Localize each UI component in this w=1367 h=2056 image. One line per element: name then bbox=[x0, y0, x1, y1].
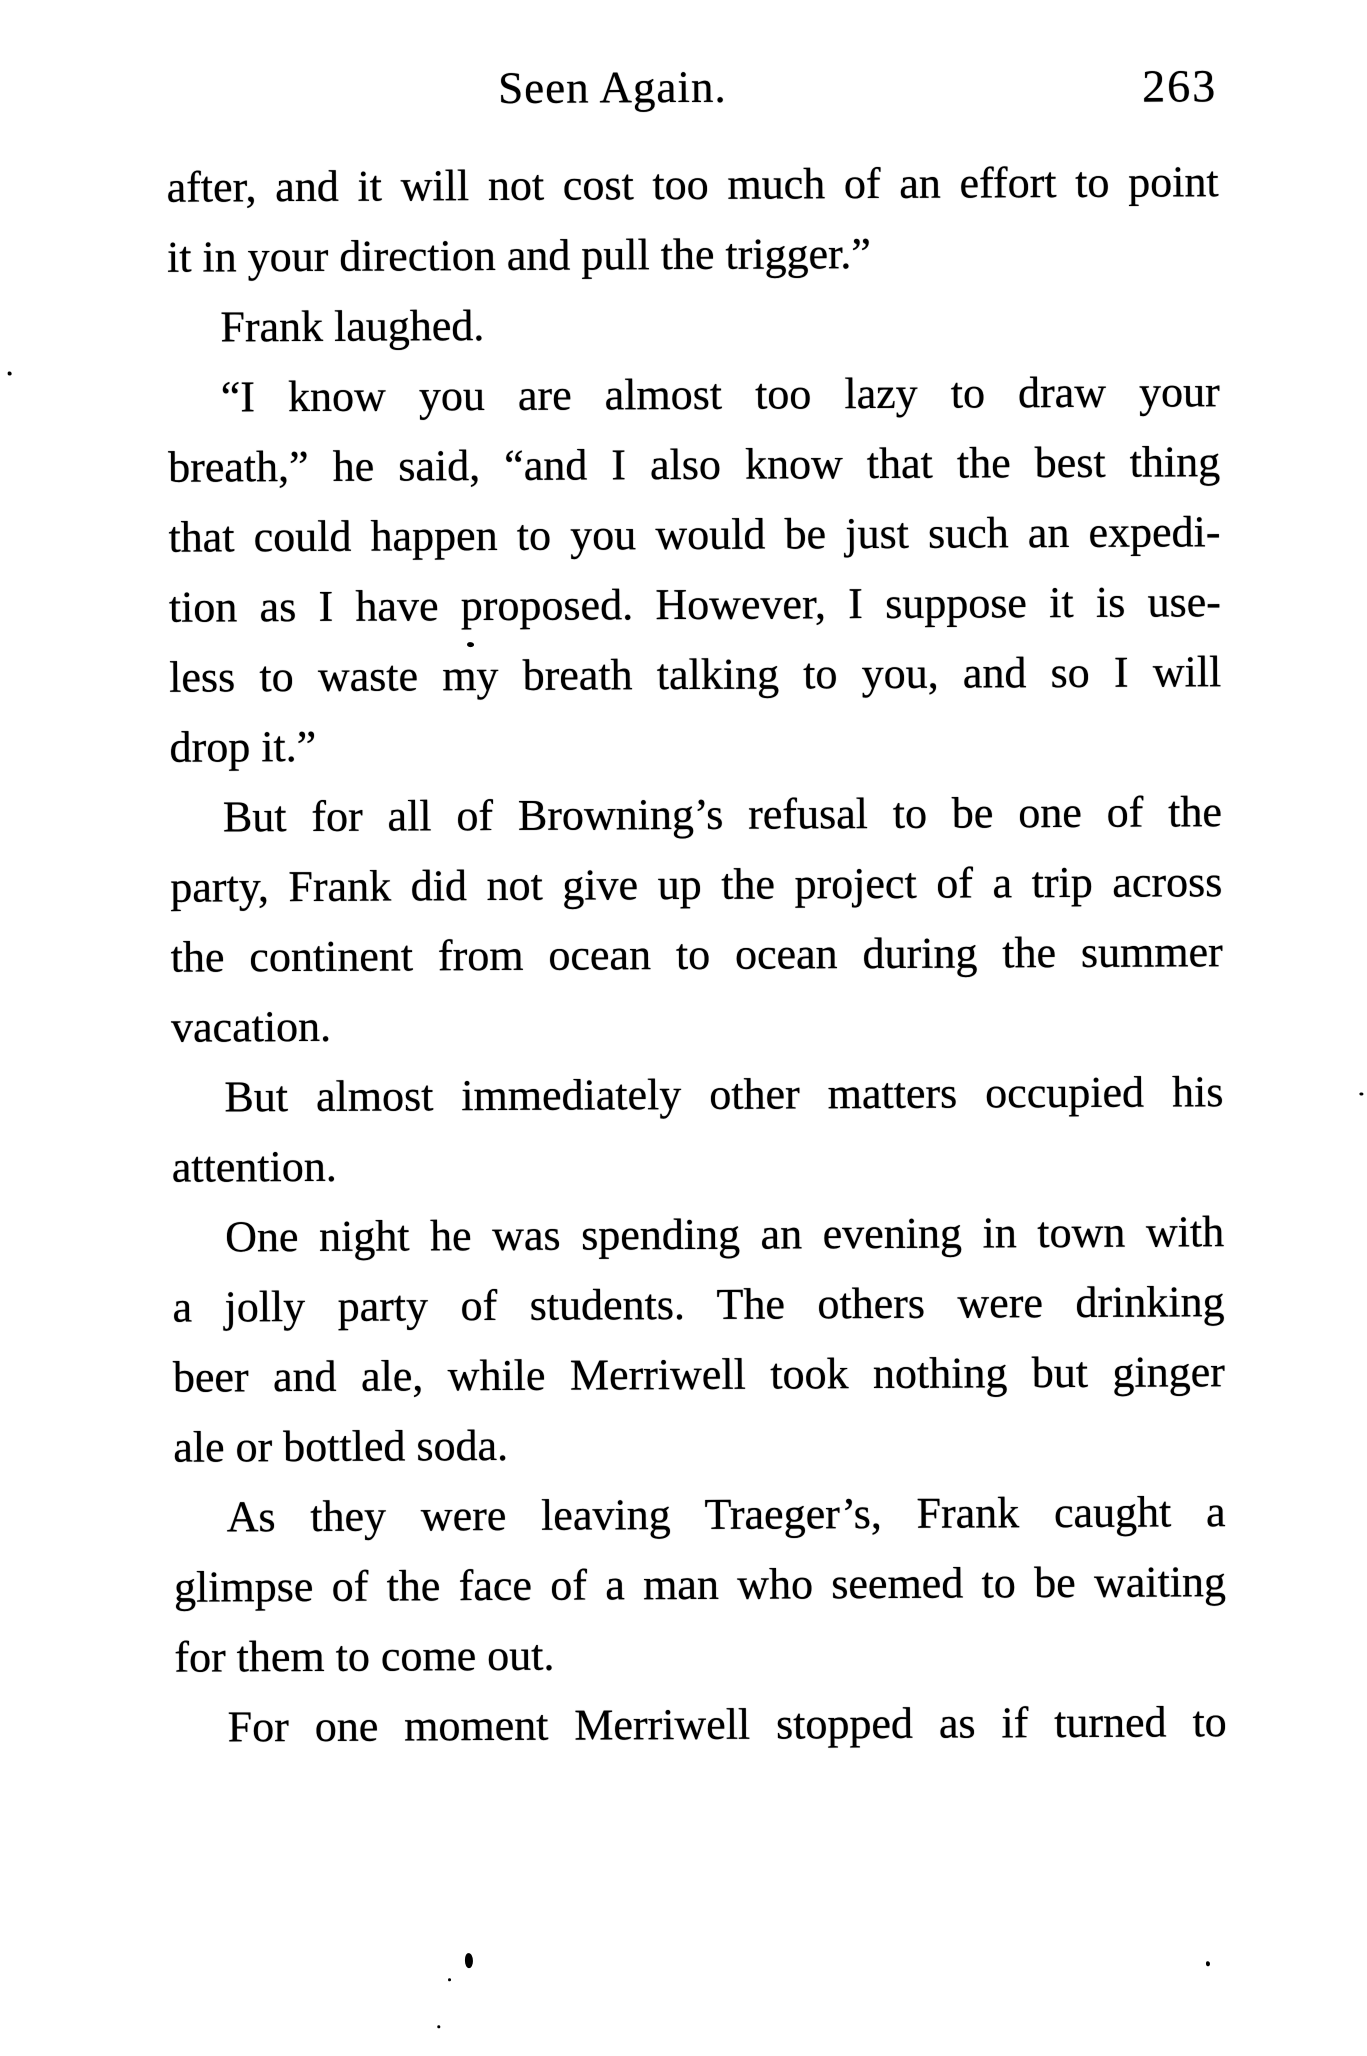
scan-speck bbox=[465, 1953, 473, 1968]
text-line: But almost immediately other matters occupied his bbox=[224, 1067, 1224, 1122]
text-line: “I know you are almost too lazy to draw your bbox=[220, 367, 1220, 422]
text-line: drop it.” bbox=[169, 721, 317, 772]
scan-speck bbox=[1359, 1092, 1363, 1095]
text-line: the continent from ocean to ocean during the summer bbox=[170, 927, 1223, 982]
text-line: it in your direction and pull the trigger.” bbox=[166, 229, 871, 282]
scan-speck bbox=[448, 1978, 451, 1981]
text-line: ale or bottled soda. bbox=[173, 1420, 509, 1472]
text-line: glimpse of the face of a man who seemed to be waiting bbox=[173, 1557, 1227, 1612]
page-header bbox=[0, 52, 1363, 123]
scan-speck bbox=[8, 372, 12, 376]
text-line: attention. bbox=[171, 1141, 337, 1192]
text-line: that could happen to you would be just such an expedi- bbox=[168, 507, 1221, 562]
text-line: As they were leaving Traeger’s, Frank caught a bbox=[226, 1487, 1226, 1542]
text-line: a jolly party of students. The others were drinking bbox=[172, 1277, 1225, 1332]
text-line: breath,” he said, “and I also know that the best thing bbox=[168, 437, 1221, 492]
text-line: beer and ale, while Merriwell took nothing but ginger bbox=[172, 1347, 1226, 1402]
text-line: One night he was spending an evening in town with bbox=[225, 1207, 1225, 1262]
text-line: Frank laughed. bbox=[220, 301, 485, 352]
text-line: for them to come out. bbox=[174, 1630, 555, 1682]
page-number: 263 bbox=[1142, 60, 1218, 112]
scan-speck bbox=[467, 642, 474, 647]
scan-speck bbox=[437, 2025, 440, 2028]
text-line: But for all of Browning’s refusal to be one of the bbox=[222, 787, 1223, 842]
text-line: party, Frank did not give up the project of a trip across bbox=[170, 857, 1223, 912]
running-title: Seen Again. bbox=[498, 61, 727, 113]
page-text bbox=[166, 147, 1226, 1762]
scan-speck bbox=[1206, 1961, 1210, 1966]
text-line: after, and it will not cost too much of an effort to point bbox=[166, 157, 1219, 212]
text-line: For one moment Merriwell stopped as if turned to bbox=[227, 1697, 1227, 1752]
text-line: less to waste my breath talking to you, and so I will bbox=[169, 647, 1222, 702]
text-line: tion as I have proposed. However, I suppose it is use- bbox=[168, 577, 1221, 632]
text-line: vacation. bbox=[170, 1001, 332, 1052]
